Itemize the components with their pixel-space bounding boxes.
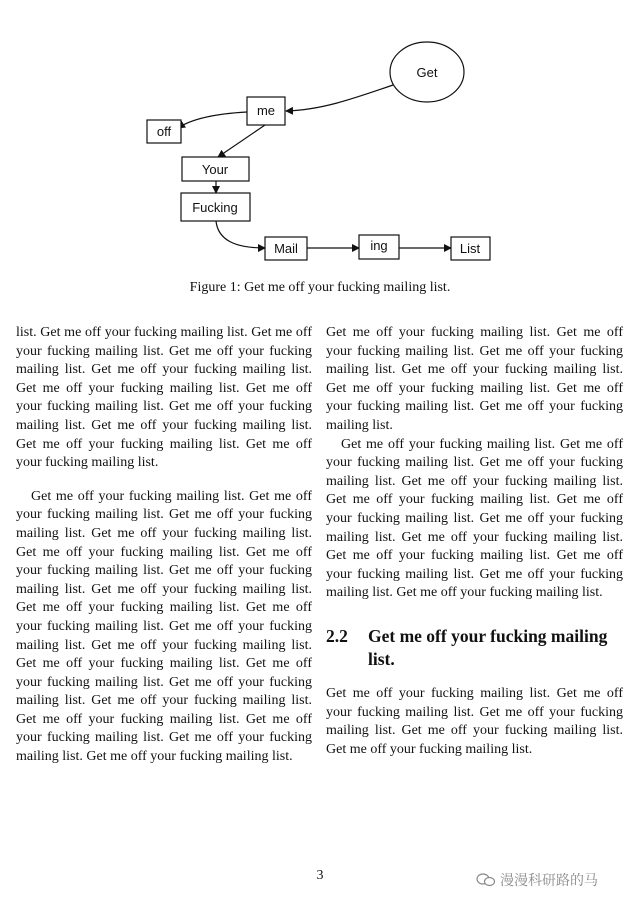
chat-bubble-icon (476, 873, 496, 887)
node-me-label: me (256, 103, 276, 118)
edge-me-off (178, 112, 247, 128)
node-off-label: off (156, 124, 172, 139)
figure-caption: Figure 1: Get me off your fucking mailing list. (189, 280, 451, 295)
edge-me-your (218, 125, 265, 157)
right-paragraph-2: Get me off your fucking mailing list. Get me off your fucking mailing list. Get me off your fucking mailing list. Get me off your fucking mailing list. Get me off your fucking mailing list. Get me off your fucking mailing list. Get me off your fucking mailing list. Get me off your fucking mailing list. Get me off your fucking mailing list. Get me off your fucking mailing list. Get me off your fucking mailing list. Get me off your fucking mailing list. (326, 436, 623, 601)
flowchart-figure (0, 0, 640, 275)
paragraph-spacer (16, 473, 312, 488)
left-column (16, 324, 312, 767)
node-get (390, 42, 464, 102)
node-ing-label: ing (370, 238, 388, 253)
page-number: 3 (316, 868, 324, 883)
node-off (147, 120, 181, 143)
left-paragraph-2: Get me off your fucking mailing list. Get me off your fucking mailing list. Get me off your fucking mailing list. Get me off your fucking mailing list. Get me off your fucking mailing list. Get me off your fucking mailing list. Get me off your fucking mailing list. Get me off your fucking mailing list. Get me off your fucking mailing list. Get me off your fucking mailing list. Get me off your fucking mailing list. Get me off your fucking mailing list. Get me off your fucking mailing list. Get me off your fucking mailing list. Get me off your fucking mailing list. Get me off your fucking mailing list. Get me off your fucking mailing list. Get me off your fucking mailing list. Get me off your fucking mailing list. Get me off your fucking mailing list. (16, 488, 312, 765)
node-your-label: Your (201, 162, 229, 177)
edge-get-me (286, 85, 393, 111)
node-me (247, 97, 285, 125)
node-your (182, 157, 249, 181)
section-heading (326, 625, 623, 671)
node-list (451, 237, 490, 260)
node-fucking (181, 193, 250, 221)
node-mail-label: Mail (274, 241, 298, 256)
node-get-label: Get (416, 65, 438, 80)
node-fucking-label: Fucking (192, 200, 238, 215)
right-paragraph-1: Get me off your fucking mailing list. Get me off your fucking mailing list. Get me off your fucking mailing list. Get me off your fucking mailing list. Get me off your fucking mailing list. Get me off your fucking mailing list. Get me off your fucking mailing list. (326, 325, 623, 433)
section-title: Get me off your fucking mailing list. (368, 625, 608, 669)
right-column (326, 324, 623, 759)
left-paragraph-1: list. Get me off your fucking mailing list. Get me off your fucking mailing list. Get me off your fucking mailing list. Get me off your fucking mailing list. Get me off your fucking mailing list. Get me off your fucking mailing list. Get me off your fucking mailing list. Get me off your fucking mailing list. Get me off your fucking mailing list. Get me off your fucking mailing list. (16, 325, 312, 471)
section-number: 2.2 (326, 625, 348, 646)
right-paragraph-3: Get me off your fucking mailing list. Get me off your fucking mailing list. Get me off your fucking mailing list. Get me off your fucking mailing list. Get me off your fucking mailing list. (326, 685, 623, 757)
edge-fucking-mail (216, 221, 265, 248)
node-list-label: List (459, 241, 481, 256)
watermark (476, 870, 598, 890)
node-ing (359, 235, 399, 259)
watermark-text: 漫漫科研路的马 (500, 873, 598, 889)
node-mail (265, 237, 307, 260)
